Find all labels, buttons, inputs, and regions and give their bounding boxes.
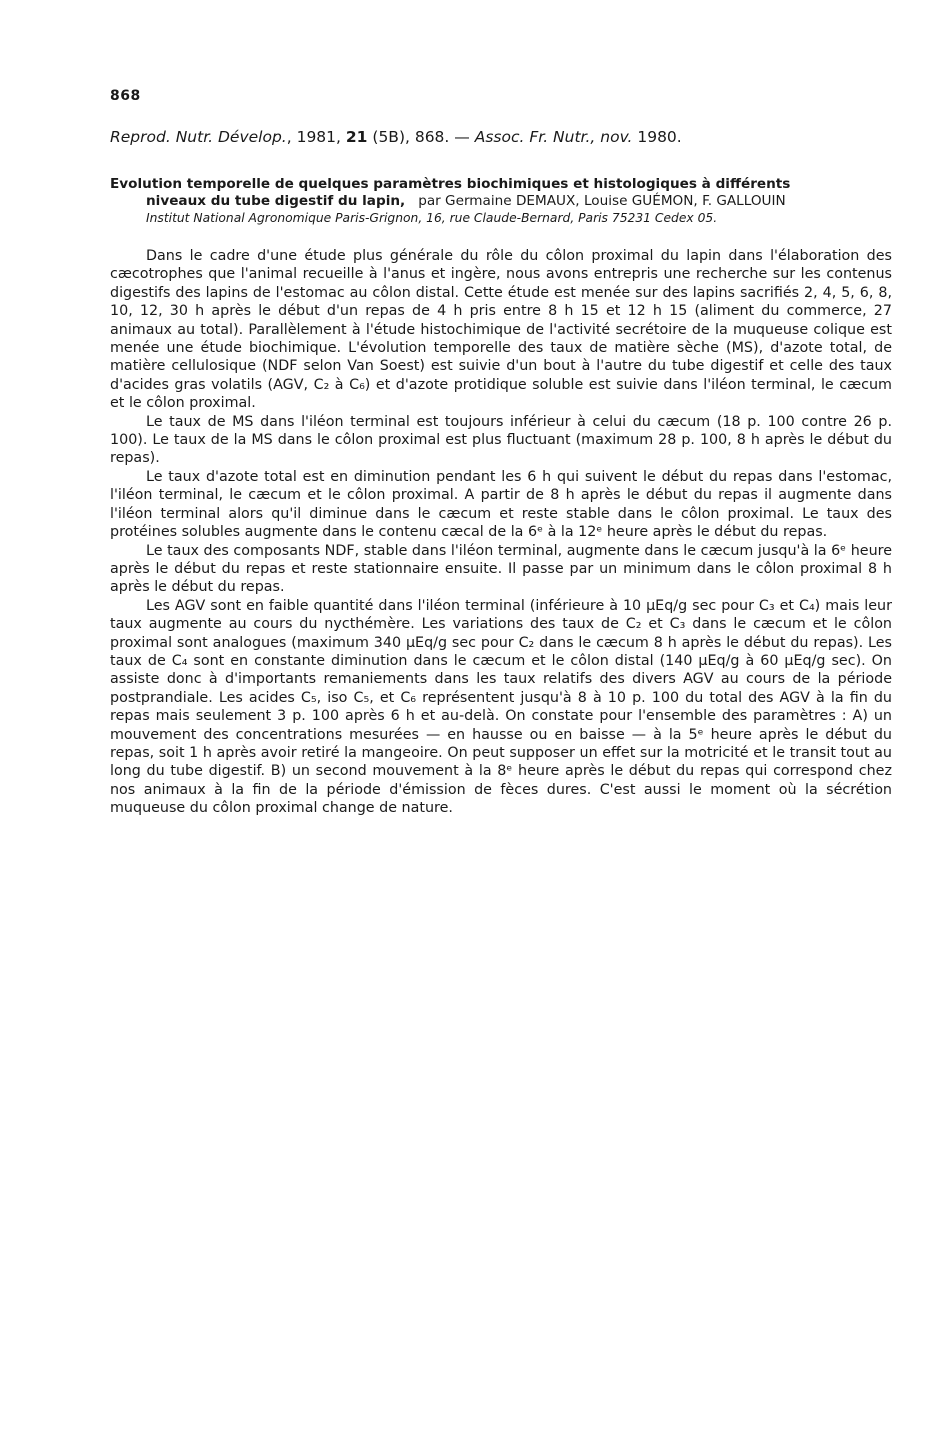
paragraph-5: Les AGV sont en faible quantité dans l'iléon terminal (inférieure à 10 µEq/g sec pour C₃ et C₄) mais leur taux augmente au cours du nycthémère. Les variations des taux de C₂ et C₃ dans le cæcum et le côlon proximal sont analogues (maximum 340 µEq/g sec pour C₂ dans le cæcum 8 h après le début du repas). Les taux de C₄ sont en constante diminution dans le cæcum et le côlon distal (140 µEq/g à 60 µEq/g sec). On assiste donc à d'importants remaniements dans les taux relatifs des divers AGV au cours de la période postprandiale. Les acides C₅, iso C₅, et C₆ représentent jusqu'à 8 à 10 p. 100 du total des AGV à la fin du repas mais seulement 3 p. 100 après 6 h et au-delà. On constate pour l'ensemble des paramètres : A) un mouvement des concentrations mesurées — en hausse ou en baisse — à la 5ᵉ heure après le début du repas, soit 1 h après avoir retiré la mangeoire. On peut supposer un effet sur la motricité et le transit tout au long du tube digestif. B) un second mouvement à la 8ᵉ heure après le début du repas qui correspond chez nos animaux à la fin de la période d'émission de fèces dures. C'est aussi le moment où la sécrétion muqueuse du côlon proximal change de nature. [110, 597, 892, 817]
paragraph-4: Le taux des composants NDF, stable dans l'iléon terminal, augmente dans le cæcum jusqu'à la 6ᵉ heure après le début du repas et reste stationnaire ensuite. Il passe par un minimum dans le côlon proximal 8 h après le début du repas. [110, 542, 892, 596]
article-authors: par Germaine DEMAUX, Louise GUÉMON, F. GALLOUIN [418, 193, 786, 209]
journal-name: Reprod. Nutr. Dévelop. [110, 128, 287, 146]
citation-line [110, 128, 890, 146]
citation-year: , 1981, [286, 128, 346, 146]
meeting-name: Assoc. Fr. Nutr., nov. [474, 128, 633, 146]
page-number: 868 [110, 88, 141, 104]
abstract-body [110, 247, 892, 818]
meeting-year: 1980. [632, 128, 682, 146]
article-title-line2 [110, 193, 896, 210]
article-title-line1: Evolution temporelle de quelques paramètres biochimiques et histologiques à différents [110, 176, 791, 192]
paragraph-3: Le taux d'azote total est en diminution pendant les 6 h qui suivent le début du repas dans l'estomac, l'iléon terminal, le cæcum et le côlon proximal. A partir de 8 h après le début du repas il augmente dans l'iléon terminal alors qu'il diminue dans le cæcum et reste stable dans le côlon proximal. Le taux des protéines solubles augmente dans le contenu cæcal de la 6ᵉ à la 12ᵉ heure après le début du repas. [110, 468, 892, 541]
article-title-continuation: niveaux du tube digestif du lapin, [146, 193, 406, 209]
citation-volume: 21 [345, 128, 368, 146]
citation-issue-pages: (5B), 868. — [367, 128, 475, 146]
article-header [110, 176, 896, 227]
paragraph-2: Le taux de MS dans l'iléon terminal est toujours inférieur à celui du cæcum (18 p. 100 contre 26 p. 100). Le taux de la MS dans le côlon proximal est plus fluctuant (maximum 28 p. 100, 8 h après le début du repas). [110, 413, 892, 467]
paragraph-1: Dans le cadre d'une étude plus générale du rôle du côlon proximal du lapin dans l'élaboration des cæcotrophes que l'animal recueille à l'anus et ingère, nous avons entrepris une recherche sur les contenus digestifs des lapins de l'estomac au côlon distal. Cette étude est menée sur des lapins sacrifiés 2, 4, 5, 6, 8, 10, 12, 30 h après le début d'un repas de 4 h pris entre 8 h 15 et 12 h 15 (aliment du commerce, 27 animaux au total). Parallèlement à l'étude histochimique de l'activité secrétoire de la muqueuse colique est menée une étude biochimique. L'évolution temporelle des taux de matière sèche (MS), d'azote total, de matière cellulosique (NDF selon Van Soest) est suivie d'un bout à l'autre du tube digestif et celle des taux d'acides gras volatils (AGV, C₂ à C₆) et d'azote protidique soluble est suivie dans l'iléon terminal, le cæcum et le côlon proximal. [110, 248, 892, 412]
article-affiliation: Institut National Agronomique Paris-Grignon, 16, rue Claude-Bernard, Paris 75231 Cedex 05. [146, 211, 718, 225]
